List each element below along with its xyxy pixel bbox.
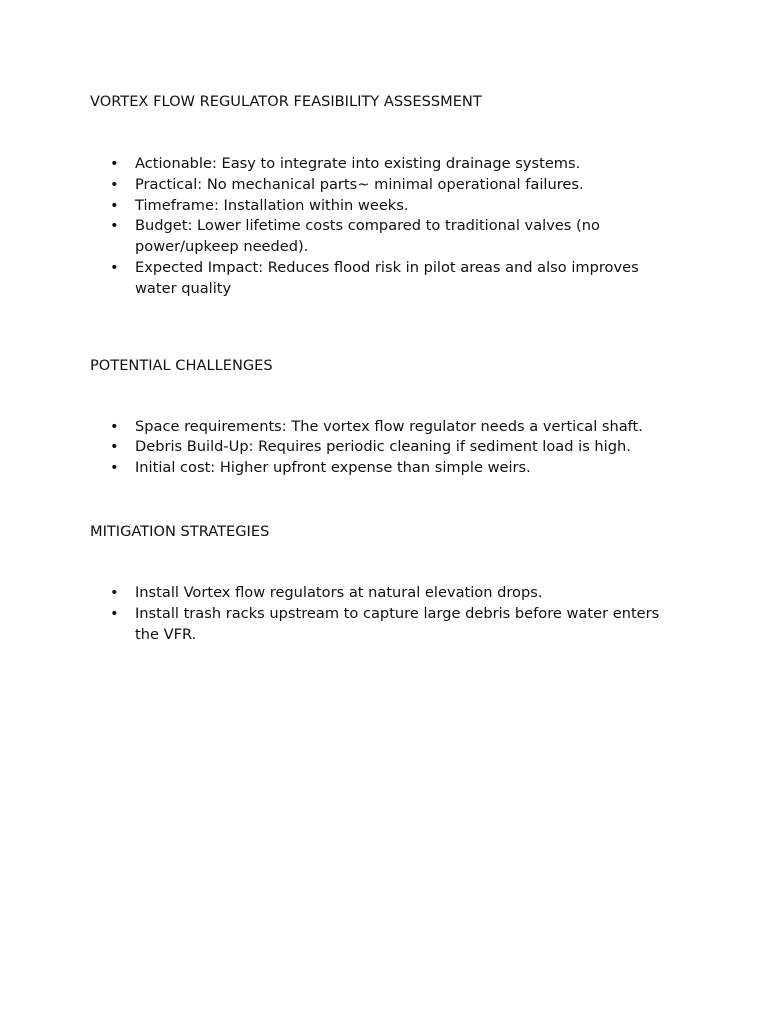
list-item: [90, 175, 678, 196]
bullet-icon: •: [110, 258, 119, 276]
mitigation-list: [90, 542, 678, 645]
bullet-icon: •: [110, 459, 119, 477]
list-item-text: Budget: Lower lifetime costs compared to traditional valves (no power/upkeep needed).: [135, 217, 600, 256]
list-item: [90, 196, 678, 217]
list-item: [90, 258, 678, 300]
challenges-list: [90, 376, 678, 479]
bullet-icon: •: [110, 583, 119, 601]
section-heading-challenges: POTENTIAL CHALLENGES: [90, 356, 273, 374]
bullet-icon: •: [110, 175, 119, 193]
bullet-icon: •: [110, 217, 119, 235]
list-item-text: Install trash racks upstream to capture large debris before water enters the VFR.: [135, 604, 660, 643]
list-item-text: Initial cost: Higher upfront expense than simple weirs.: [135, 459, 531, 477]
list-item: [90, 583, 678, 604]
list-item-text: Practical: No mechanical parts~ minimal operational failures.: [135, 175, 584, 193]
feasibility-list: [90, 112, 678, 300]
bullet-icon: •: [110, 196, 119, 214]
bullet-icon: •: [110, 155, 119, 172]
list-item-text: Actionable: Easy to integrate into existing drainage systems.: [135, 155, 581, 172]
section-heading-feasibility: VORTEX FLOW REGULATOR FEASIBILITY ASSESSMENT: [90, 93, 482, 110]
list-item: [90, 458, 678, 479]
bullet-icon: •: [110, 604, 119, 622]
bullet-icon: •: [110, 438, 119, 456]
list-item-text: Timeframe: Installation within weeks.: [135, 196, 409, 214]
list-item-text: Space requirements: The vortex flow regulator needs a vertical shaft.: [135, 417, 643, 435]
list-item-text: Expected Impact: Reduces flood risk in pilot areas and also improves water quality: [135, 258, 639, 297]
list-item: [90, 437, 678, 458]
list-item-text: Install Vortex flow regulators at natural elevation drops.: [135, 583, 543, 601]
section-heading-mitigation: MITIGATION STRATEGIES: [90, 522, 270, 540]
bullet-icon: •: [110, 417, 119, 435]
list-item-text: Debris Build-Up: Requires periodic cleaning if sediment load is high.: [135, 438, 631, 456]
list-item: [90, 604, 678, 646]
list-item: [90, 417, 678, 438]
list-item: [90, 154, 678, 175]
list-item: [90, 216, 678, 258]
